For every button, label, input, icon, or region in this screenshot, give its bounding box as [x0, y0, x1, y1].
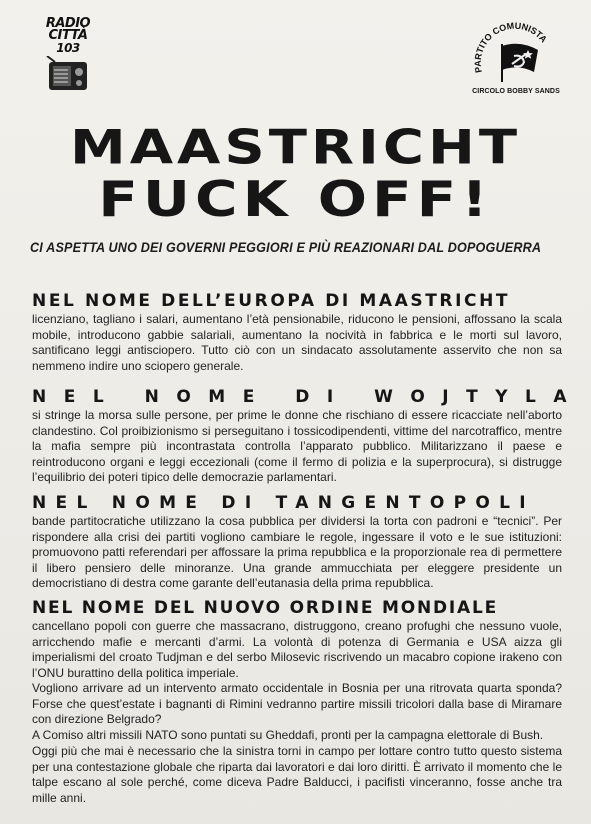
section-paragraph: Vogliono arrivare ad un intervento armato occidentale in Bosnia per una ritrovata quarta sponda? Forse che quest’estate i bagnanti di Rimini vedranno partire missili tricolori dalla base di Miramare con direzione Belgrado?: [32, 681, 562, 726]
flag-icon: [502, 44, 538, 82]
section-paragraph: si stringe la morsa sulle persone, per prime le donne che rischiano di essere ricacciate nell’aborto clandestino. Col proibizionismo si perseguitano i tossicodipendenti, vittime del narcotraffico, mentre la mafia sempre più incontrastata controlla l’apparato pubblico. Militarizzano il paese e reintroducono organi e leggi eccezionali (come il fermo di polizia e la superprocura), si distrugge l’equilibrio dei poteri tipico delle democrazie parlamentari.: [32, 408, 562, 484]
section-tangentopoli: [32, 494, 562, 592]
section-body: [32, 514, 562, 592]
headline-line2: FUCK OFF!: [98, 170, 493, 228]
radio-logo-line2: CITTÀ: [48, 28, 88, 43]
section-body: [32, 312, 562, 374]
section-europa: [32, 292, 562, 374]
section-title: [32, 387, 584, 407]
section-title: [32, 494, 562, 512]
section-title-text: NEL NOME DI TANGENTOPOLI: [32, 493, 535, 513]
section-body: [32, 619, 562, 743]
section-title: [32, 599, 562, 617]
headline-line1: MAASTRICHT: [69, 119, 522, 176]
radio-logo-line1: RADIO: [45, 16, 91, 31]
section-paragraph: cancellano popoli con guerre che massacrano, distruggono, creano profughi che nessuno vuole, arricchendo mafie e mercanti d’armi. La volontà di potenza di Germania e USA aizza gli imperialismi del croato Tudjman e del serbo Milosevic riscrivendo un macabro copione irakeno con l’ONU burattino della politica imperiale.: [32, 619, 562, 680]
section-paragraph: licenziano, tagliano i salari, aumentano l’età pensionabile, riducono le pensioni, affossano la scala mobile, introducono gabbie salariali, aumentano la nocività in fabbrica e le morti sul lavoro, santificano leggi antisciopero. Tutto ciò con un sindacato assolutamente asservito che non sa nemmeno indire uno sciopero generale.: [32, 312, 562, 373]
radio-icon: [45, 56, 91, 94]
section-title: NEL NOME DELL’EUROPA DI MAASTRICHT: [32, 291, 511, 311]
radio-logo-line3: 103: [56, 41, 80, 55]
section-title-text: NEL NOME DI WOJTYLA: [32, 387, 584, 407]
radio-citta-logo: [40, 18, 96, 96]
closing-text: Oggi più che mai è necessario che la sinistra torni in campo per lottare contro tutto questo sistema per una contestazione globale che riparta dai lavoratori e dai loro diritti. È arrivato il momento che le talpe escano al sole perché, come diceva Padre Balducci, i pacifisti vinceranno, fosse anche tra mille anni.: [32, 744, 562, 805]
section-paragraph: A Comiso altri missili NATO sono puntati su Gheddafi, pronti per la campagna elettorale di Bush.: [32, 727, 544, 742]
party-emblem: [472, 20, 558, 88]
subheadline: CI ASPETTA UNO DEI GOVERNI PEGGIORI E PIÙ REAZIONARI DAL DOPOGUERRA: [30, 239, 542, 255]
party-caption: CIRCOLO BOBBY SANDS: [472, 88, 560, 95]
section-body: [32, 408, 562, 486]
section-wojtyla: [32, 387, 584, 486]
section-nuovo-ordine: [32, 599, 562, 743]
partito-comunista-logo: [472, 20, 558, 100]
party-arc-text: PARTITO COMUNISTA: [472, 20, 549, 74]
closing-paragraph: [32, 744, 562, 806]
section-paragraph: bande partitocratiche utilizzano la cosa pubblica per dividersi la torta con padroni e “tecnici”. Per rispondere alla crisi dei partiti vogliono cambiare le regole, ingessare il voto e le sue istituzioni: promuovono patti referendari per affossare la prima repubblica e la proporzionale rea di permettere il libero pensiero delle minoranze. Una grande ammucchiata per eleggere presidente un democristiano di destra come garante dell’eutanasia della prima repubblica.: [32, 514, 562, 590]
section-title-text: NEL NOME DEL NUOVO ORDINE MONDIALE: [32, 598, 499, 618]
